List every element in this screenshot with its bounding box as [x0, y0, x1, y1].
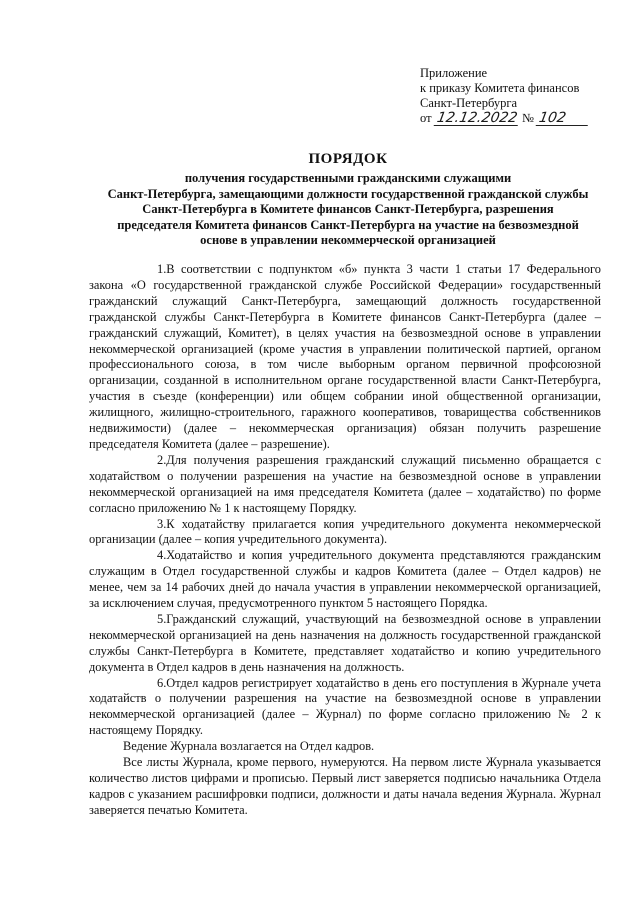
paragraph-text: Все листы Журнала, кроме первого, нумеруются. На первом листе Журнала указывается количество листов цифрами и прописью. Первый лист заверяется подписью начальника Отдела кадров с указанием расшифровки подписи, должности и даты начала ведения Журнала. Журнал заверяется печатью Комитета.	[89, 755, 601, 817]
paragraph	[89, 262, 601, 453]
paragraph	[89, 755, 601, 819]
appendix-line-2: к приказу Комитета финансов	[420, 81, 580, 95]
paragraph-text: Отдел кадров регистрирует ходатайство в день его поступления в Журнале учета ходатайств о получении разрешения на участие на безвозмездной основе в управлении некоммерческой организацией (далее – Журнал) по форме согласно приложению № 2 к настоящему Порядку.	[89, 675, 601, 738]
paragraph-text: Для получения разрешения гражданский служащий письменно обращается с ходатайством о получении разрешения на участие на безвозмездной основе в управлении некоммерческой организацией на имя председателя Комитета (далее – ходатайство) по форме согласно приложению № 1 к настоящему Порядку.	[89, 452, 601, 515]
paragraph	[89, 676, 601, 740]
paragraph-number: 3.	[157, 516, 167, 531]
appendix-date-line	[420, 111, 589, 126]
paragraph-number: 6.	[157, 675, 167, 690]
paragraph-text: В соответствии с подпунктом «б» пункта 3 части 1 статьи 17 Федерального закона «О государственной гражданской службе Российской Федерации» государственный гражданский служащий Санкт-Петербурга, замещающий должность государственной гражданской службы Санкт-Петербурга в Комитете финансов Санкт-Петербурга (далее – гражданский служащий, Комитет), в целях участия на безвозмездной основе в управлении некоммерческой организацией (кроме участия в управлении политической партией, органом профессионального союза, в том числе выборным органом первичной профсоюзной организации, созданной в исполнительном органе государственной власти Санкт-Петербурга, участия в съезде (конференции) или общем собрании иной общественной организации, жилищного, жилищно-строительного, гаражного кооперативов, товарищества собственников недвижимости) (далее – некоммерческая организация) обязан получить разрешение председателя Комитета (далее – разрешение).	[89, 262, 601, 451]
handwritten-date: 12.12.2022	[435, 110, 519, 126]
title-sub-5: основе в управлении некоммерческой организацией	[200, 233, 496, 247]
title-sub-3: Санкт-Петербурга в Комитете финансов Санкт-Петербурга, разрешения	[142, 202, 554, 216]
handwritten-number: 102	[536, 111, 591, 126]
title-main: ПОРЯДОК	[308, 151, 388, 167]
paragraph-number: 4.	[157, 548, 167, 563]
paragraph-text: К ходатайству прилагается копия учредительного документа некоммерческой организации (далее – копия учредительного документа).	[89, 516, 601, 547]
appendix-line-1: Приложение	[420, 66, 488, 80]
paragraph	[89, 453, 601, 517]
paragraph-text: Гражданский служащий, участвующий на безвозмездной основе в управлении некоммерческой организацией на день назначения на должность государственной гражданской службы Санкт-Петербурга в Комитете, представляет ходатайство и копию учредительного документа в Отдел кадров в день назначения на должность.	[89, 611, 601, 674]
paragraph-number: 1.	[157, 262, 167, 276]
document-title	[88, 150, 608, 249]
appendix-header	[420, 66, 589, 126]
paragraph	[89, 548, 601, 612]
paragraph-number: 2.	[157, 452, 167, 467]
date-prefix: от	[420, 111, 432, 125]
number-prefix: №	[521, 111, 534, 125]
title-sub-2: Санкт-Петербурга, замещающими должности государственной гражданской службы	[107, 186, 589, 201]
paragraph-text: Ходатайство и копия учредительного документа представляются гражданским служащим в Отдел государственной службы и кадров Комитета (далее – Отдел кадров) не менее, чем за 14 рабочих дней до начала участия в управлении некоммерческой организацией, за исключением случая, предусмотренного пунктом 5 настоящего Порядка.	[89, 548, 601, 611]
paragraph	[89, 612, 601, 676]
paragraph-number: 5.	[157, 611, 167, 626]
title-sub-4: председателя Комитета финансов Санкт-Петербурга на участие на безвозмездной	[117, 217, 579, 232]
paragraph	[89, 739, 601, 755]
appendix-line-3: Санкт-Петербурга	[420, 96, 518, 110]
paragraph-text: Ведение Журнала возлагается на Отдел кадров.	[123, 739, 375, 754]
title-sub-1: получения государственными гражданскими служащими	[184, 171, 512, 185]
document-body	[89, 262, 601, 819]
paragraph	[89, 517, 601, 549]
